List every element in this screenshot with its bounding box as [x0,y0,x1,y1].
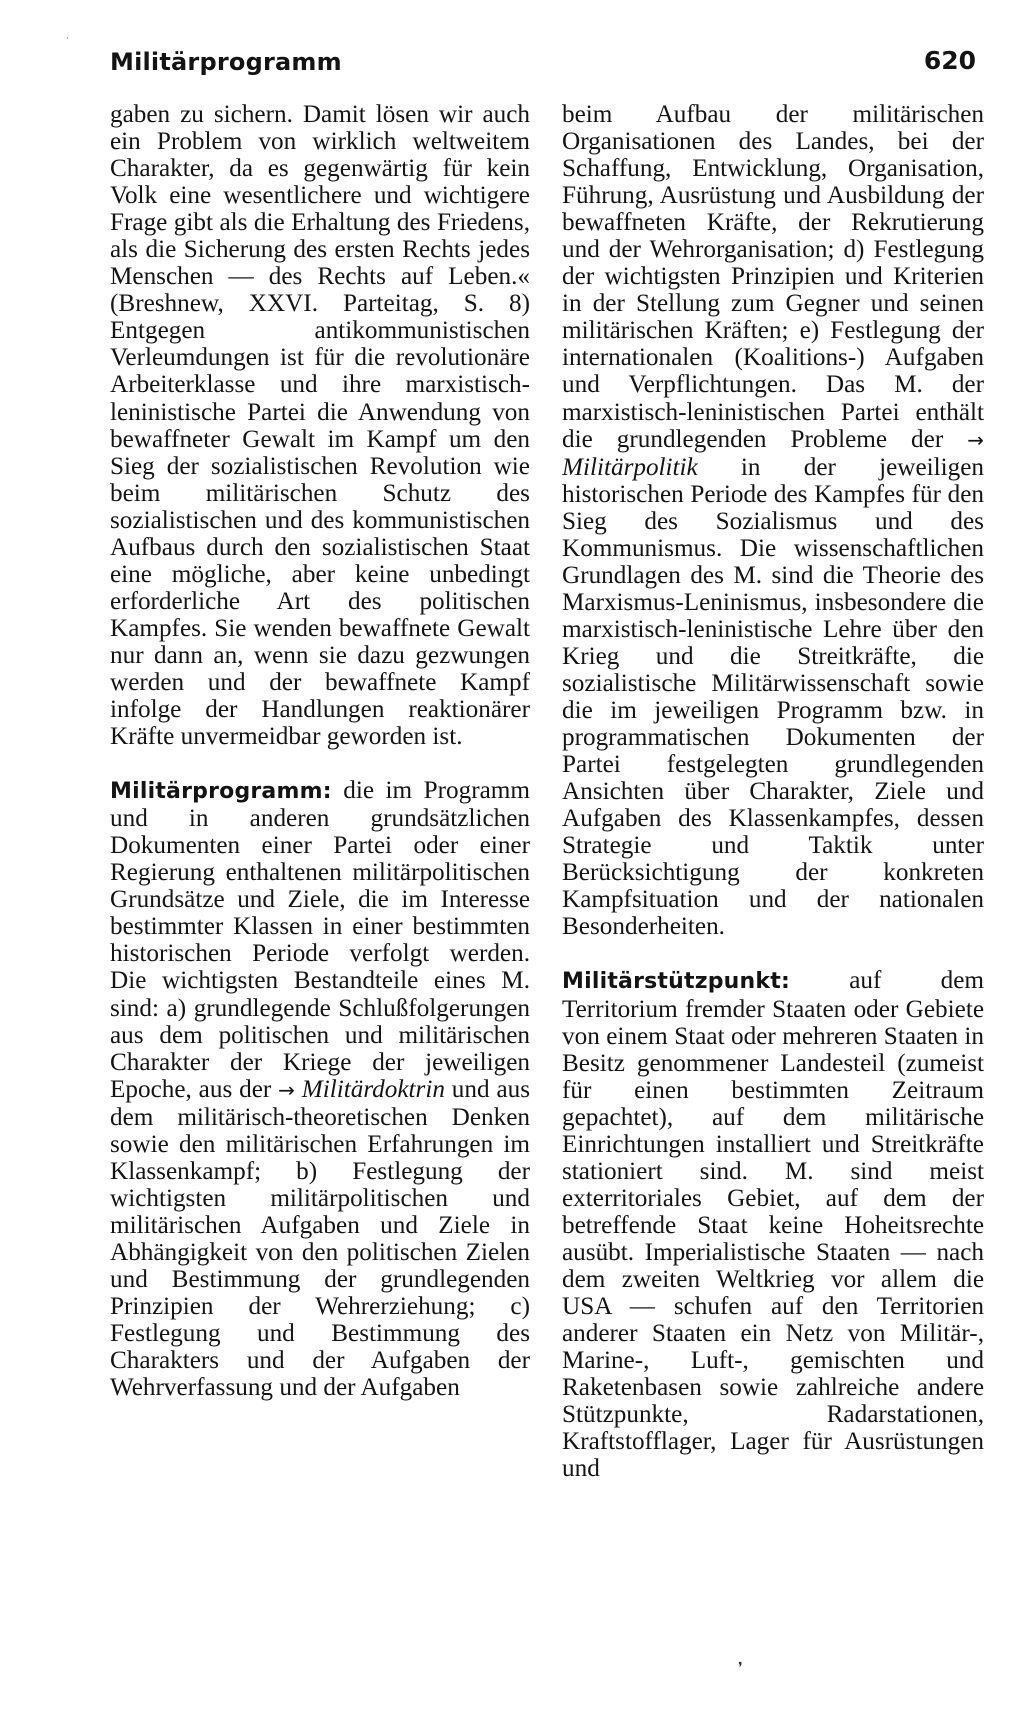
entry-body-part-1: die im Programm und in anderen grundsätzlichen Dokumenten einer Partei oder einer Regierung enthaltenen militärpolitischen Grundsätze und Ziele, die im Interesse bestimmter Klassen in einer bestimmten historischen Periode verfolgt werden. Die wichtigsten Bestandteile eines M. sind: a) grundlegende Schlußfolgerungen aus dem politischen und militärischen Charakter der Kriege der jeweiligen Epoche, aus der [110,777,530,1103]
continued-entry-text: gaben zu sichern. Damit lösen wir auch ein Problem von wirklich weltweitem Charakter, da es gegenwärtig für kein Volk eine wesentlichere und wichtigere Frage gibt als die Erhaltung des Friedens, als die Sicherung des ersten Rechts jedes Menschen — des Rechts auf Leben.« (Breshnew, XXVI. Parteitag, S. 8) Entgegen antikommunistischen Verleumdungen ist für die revolutionäre Arbeiterklasse und ihre marxistisch-leninistische Partei die Anwendung von bewaffneter Gewalt im Kampf um den Sieg der sozialistischen Revolution wie beim militärischen Schutz des sozialistischen und des kommunistischen Aufbaus durch den sozialistischen Staat eine mögliche, aber keine unbedingt erforderliche Art des politischen Kampfes. Sie wenden bewaffnete Gewalt nur dann an, wenn sie dazu gezwungen werden und der bewaffnete Kampf infolge der Handlungen reaktionärer Kräfte unvermeidbar geworden ist. [110,101,530,751]
running-head: Militärprogramm [110,48,342,76]
print-speck: · [66,34,69,43]
print-speck: ❜ [738,1660,743,1676]
continued-text-part-2: in der jeweiligen historischen Periode des Kampfes für den Sieg des Sozialismus und des Kommunismus. Die wissenschaftlichen Grundlagen des M. sind die Theorie des Marxismus-Leninismus, insbesondere die marxistisch-leninistische Lehre über den Krieg und die Streitkräfte, die sozialistische Militärwissenschaft sowie die im jeweiligen Programm bzw. in programmatischen Dokumenten der Partei festgelegten grundlegenden Ansichten über Charakter, Ziele und Aufgaben des Klassenkampfes, dessen Strategie und Taktik unter Berücksichtigung der konkreten Kampfsituation und der nationalen Besonderheiten. [562,453,984,941]
entry-lemma: Militärprogramm: [110,779,332,805]
page-number: 620 [923,46,976,75]
continued-text-part-1: beim Aufbau der militärischen Organisationen des Landes, bei der Schaffung, Entwicklung, Organisation, Führung, Ausrüstung und Ausbildung der bewaffneten Kräfte, der Rekrutierung und der Wehrorganisation; d) Festlegung der wichtigsten Prinzipien und Kriterien in der Stellung zum Gegner und seinen militärischen Kräften; e) Festlegung der internationalen (Koalitions-) Aufgaben und Verpflichtungen. Das M. der marxistisch-leninistischen Partei enthält die grundlegenden Probleme der [562,101,984,453]
entry-body: auf dem Territorium fremder Staaten oder Gebiete von einem Staat oder mehreren Staaten in Besitz genommener Landesteil (zumeist für einen bestimmten Zeitraum gepachtet), auf dem militärische Einrichtungen installiert und Streitkräfte stationiert sind. M. sind meist exterritoriales Gebiet, auf dem der betreffende Staat keine Hoheitsrechte ausübt. Imperialistische Staaten — nach dem zweiten Weltkrieg vor allem die USA — schufen auf den Territorien anderer Staaten ein Netz von Militär-, Marine-, Luft-, gemischten und Raketenbasen sowie zahlreiche andere Stützpunkte, Radarstationen, Kraftstofflager, Lager für Ausrüstungen und [562,967,984,1483]
entry-militaerprogramm [110,777,530,1401]
cross-reference-arrow-icon: → [967,427,984,452]
right-column [562,101,984,1661]
left-column [110,101,530,1661]
continued-entry-text-right [562,101,984,940]
entry-militaerstuetzpunkt [562,967,984,1482]
entry-body-part-2: und aus dem militärisch-theoretischen Denken sowie den militärischen Erfahrungen im Klassenkampf; b) Festlegung der wichtigsten militärpolitischen und militärischen Aufgaben und Ziele in Abhängigkeit von den politischen Zielen und Bestimmung der grundlegenden Prinzipien der Wehrerziehung; c) Festlegung und Bestimmung des Charakters und der Aufgaben der Wehrverfassung und der Aufgaben [110,1075,530,1402]
entry-lemma: Militärstützpunkt: [562,969,790,995]
cross-reference-arrow-icon: → [278,1077,295,1102]
cross-reference-militaerpolitik[interactable]: Militärpolitik [562,453,698,481]
cross-reference-militaerdoktrin[interactable]: Militärdoktrin [301,1075,445,1103]
